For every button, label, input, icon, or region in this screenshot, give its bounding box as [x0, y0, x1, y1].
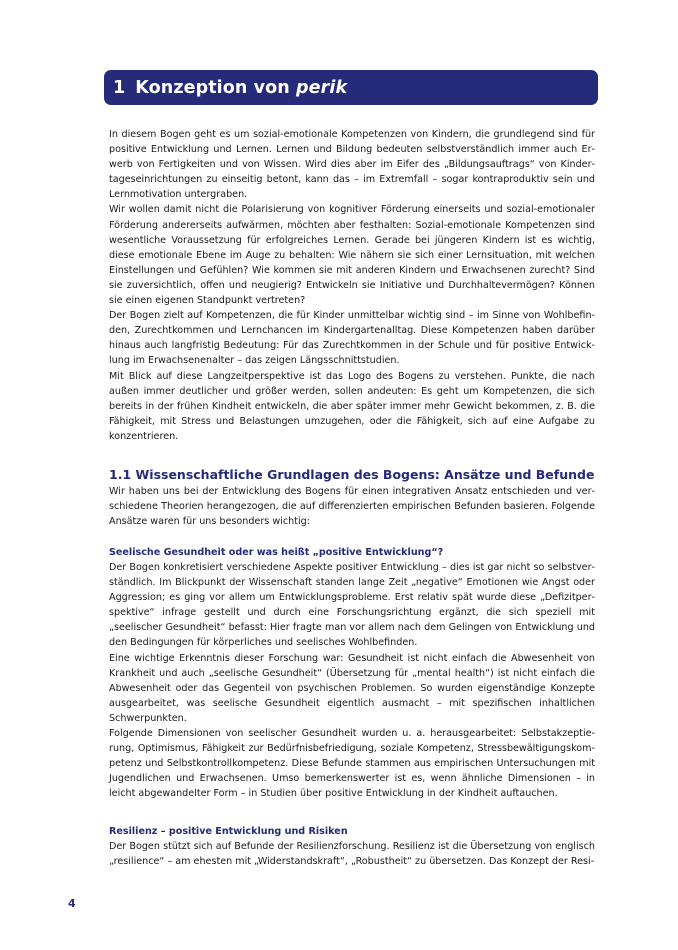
page-number: 4 — [68, 897, 76, 910]
subheading-seelische-gesundheit: Seelische Gesundheit oder was heißt „positive Entwicklung“? — [109, 547, 444, 558]
paragraph: Der Bogen zielt auf Kompetenzen, die für Kinder unmittelbar wichtig sind – im Sinne von Wohlbefinden, Zurechtkommen und Lernchancen im Kindergartenalltag. Diese Kompetenzen haben darüber hinaus auch langfristig Bedeutung: Für das Zurechtkommen in der Schule und für positive Entwicklung im Erwachsenenalter – das zeigen Längsschnittstudien. — [109, 310, 595, 367]
paragraph: Mit Blick auf diese Langzeitperspektive ist das Logo des Bogens zu verstehen. Punkte, die nach außen immer deutlicher und größer werden, sollen andeuten: Es geht um Kompetenzen, die sich bereits in der frühen Kindheit entwickeln, die aber später immer mehr Gewicht bekommen, z. B. die Fähigkeit, mit Stress und Belastungen umzugehen, oder die Fähigkeit, sich auf eine Aufgabe zu konzentrieren. — [109, 370, 595, 442]
subsection-resilienz-text — [109, 839, 595, 869]
paragraph: Der Bogen konkretisiert verschiedene Aspekte positiver Entwicklung – dies ist gar nicht so selbstverständlich. Im Blickpunkt der Wissenschaft standen lange Zeit „negative“ Emotionen wie Angst oder Aggression; es ging vor allem um Entwicklungsprobleme. Erst relativ spät wurde diese „Defizitperspektive“ infrage gestellt und durch eine Forschungsrichtung ergänzt, die sich speziell mit „seelischer Gesundheit“ befasst: Hier fragte man vor allem nach dem Gelingen von Entwicklung und den Bedingungen für körperliches und seelisches Wohlbefinden. — [109, 562, 595, 649]
paragraph: Der Bogen stützt sich auf Befunde der Resilienzforschung. Resilienz ist die Übersetzung von englisch „resilience“ – am ehesten mit „Widerstandskraft“, „Robustheit“ zu übersetzen. Das Konzept der Resi- — [109, 841, 595, 868]
chapter-title-prefix: Konzeption von — [135, 77, 297, 98]
chapter-title-brand: perik — [296, 77, 348, 98]
paragraph: Eine wichtige Erkenntnis dieser Forschung war: Gesundheit ist nicht einfach die Abwesenheit von Krankheit und auch „seelische Gesundheit“ (Übersetzung für „mental health“) ist nicht einfach die Abwesenheit oder das Gegenteil von psychischen Problemen. So wurden eigenständige Konzepte ausgearbeitet, was seelische Gesundheit eigentlich ausmacht – mit spezifischen inhaltlichen Schwerpunkten. — [109, 652, 595, 724]
paragraph: Wir haben uns bei der Entwicklung des Bogens für einen integrativen Ansatz entschieden und verschiedene Theorien herangezogen, die auf differenzierten empirischen Befunden basieren. Folgende Ansätze waren für uns besonders wichtig: — [109, 486, 595, 528]
intro-text — [109, 127, 595, 444]
section-1-1-text — [109, 484, 595, 529]
chapter-number: 1 — [113, 77, 126, 98]
section-heading-1-1: 1.1 Wissenschaftliche Grundlagen des Bogens: Ansätze und Befunde — [109, 467, 595, 482]
chapter-title-banner — [104, 70, 598, 105]
subsection-seelische-gesundheit-text — [109, 560, 595, 802]
paragraph: In diesem Bogen geht es um sozial-emotionale Kompetenzen von Kindern, die grundlegend sind für positive Entwicklung und Lernen. Lernen und Bildung bedeuten selbstverständlich immer auch Erwerb von Fertigkeiten und von Wissen. Wird dies aber im Eifer des „Bildungsauftrags“ von Kindertageseinrichtungen zu einseitig betont, kann das – im Extremfall – sogar kontraproduktiv sein und Lernmotivation untergraben. — [109, 129, 595, 201]
subheading-resilienz: Resilienz – positive Entwicklung und Risiken — [109, 826, 348, 837]
paragraph: Folgende Dimensionen von seelischer Gesundheit wurden u. a. herausgearbeitet: Selbstakzeptierung, Optimismus, Fähigkeit zur Bedürfnisbefriedigung, soziale Kompetenz, Stressbewältigungskompetenz und Selbstkontrollkompetenz. Diese Befunde stammen aus empirischen Untersuchungen mit Jugendlichen und Erwachsenen. Umso bemerkenswerter ist es, wenn ähnliche Dimensionen – in leicht abgewandelter Form – in Studien über positive Entwicklung in der Kindheit auftauchen. — [109, 728, 595, 800]
paragraph: Wir wollen damit nicht die Polarisierung von kognitiver Förderung einerseits und sozial-emotionaler Förderung andererseits aufwärmen, möchten aber festhalten: Sozial-emotionale Kompetenzen sind wesentliche Voraussetzung für erfolgreiches Lernen. Gerade bei jüngeren Kindern ist es wichtig, diese emotionale Ebene im Auge zu behalten: Wie nähern sie sich einer Lernsituation, mit welchen Einstellungen und Gefühlen? Wie kommen sie mit anderen Kindern und Erwachsenen zurecht? Sind sie zuversichtlich, offen und neugierig? Entwickeln sie Initiative und Durchhaltevermögen? Können sie einen eigenen Standpunkt vertreten? — [109, 204, 595, 307]
